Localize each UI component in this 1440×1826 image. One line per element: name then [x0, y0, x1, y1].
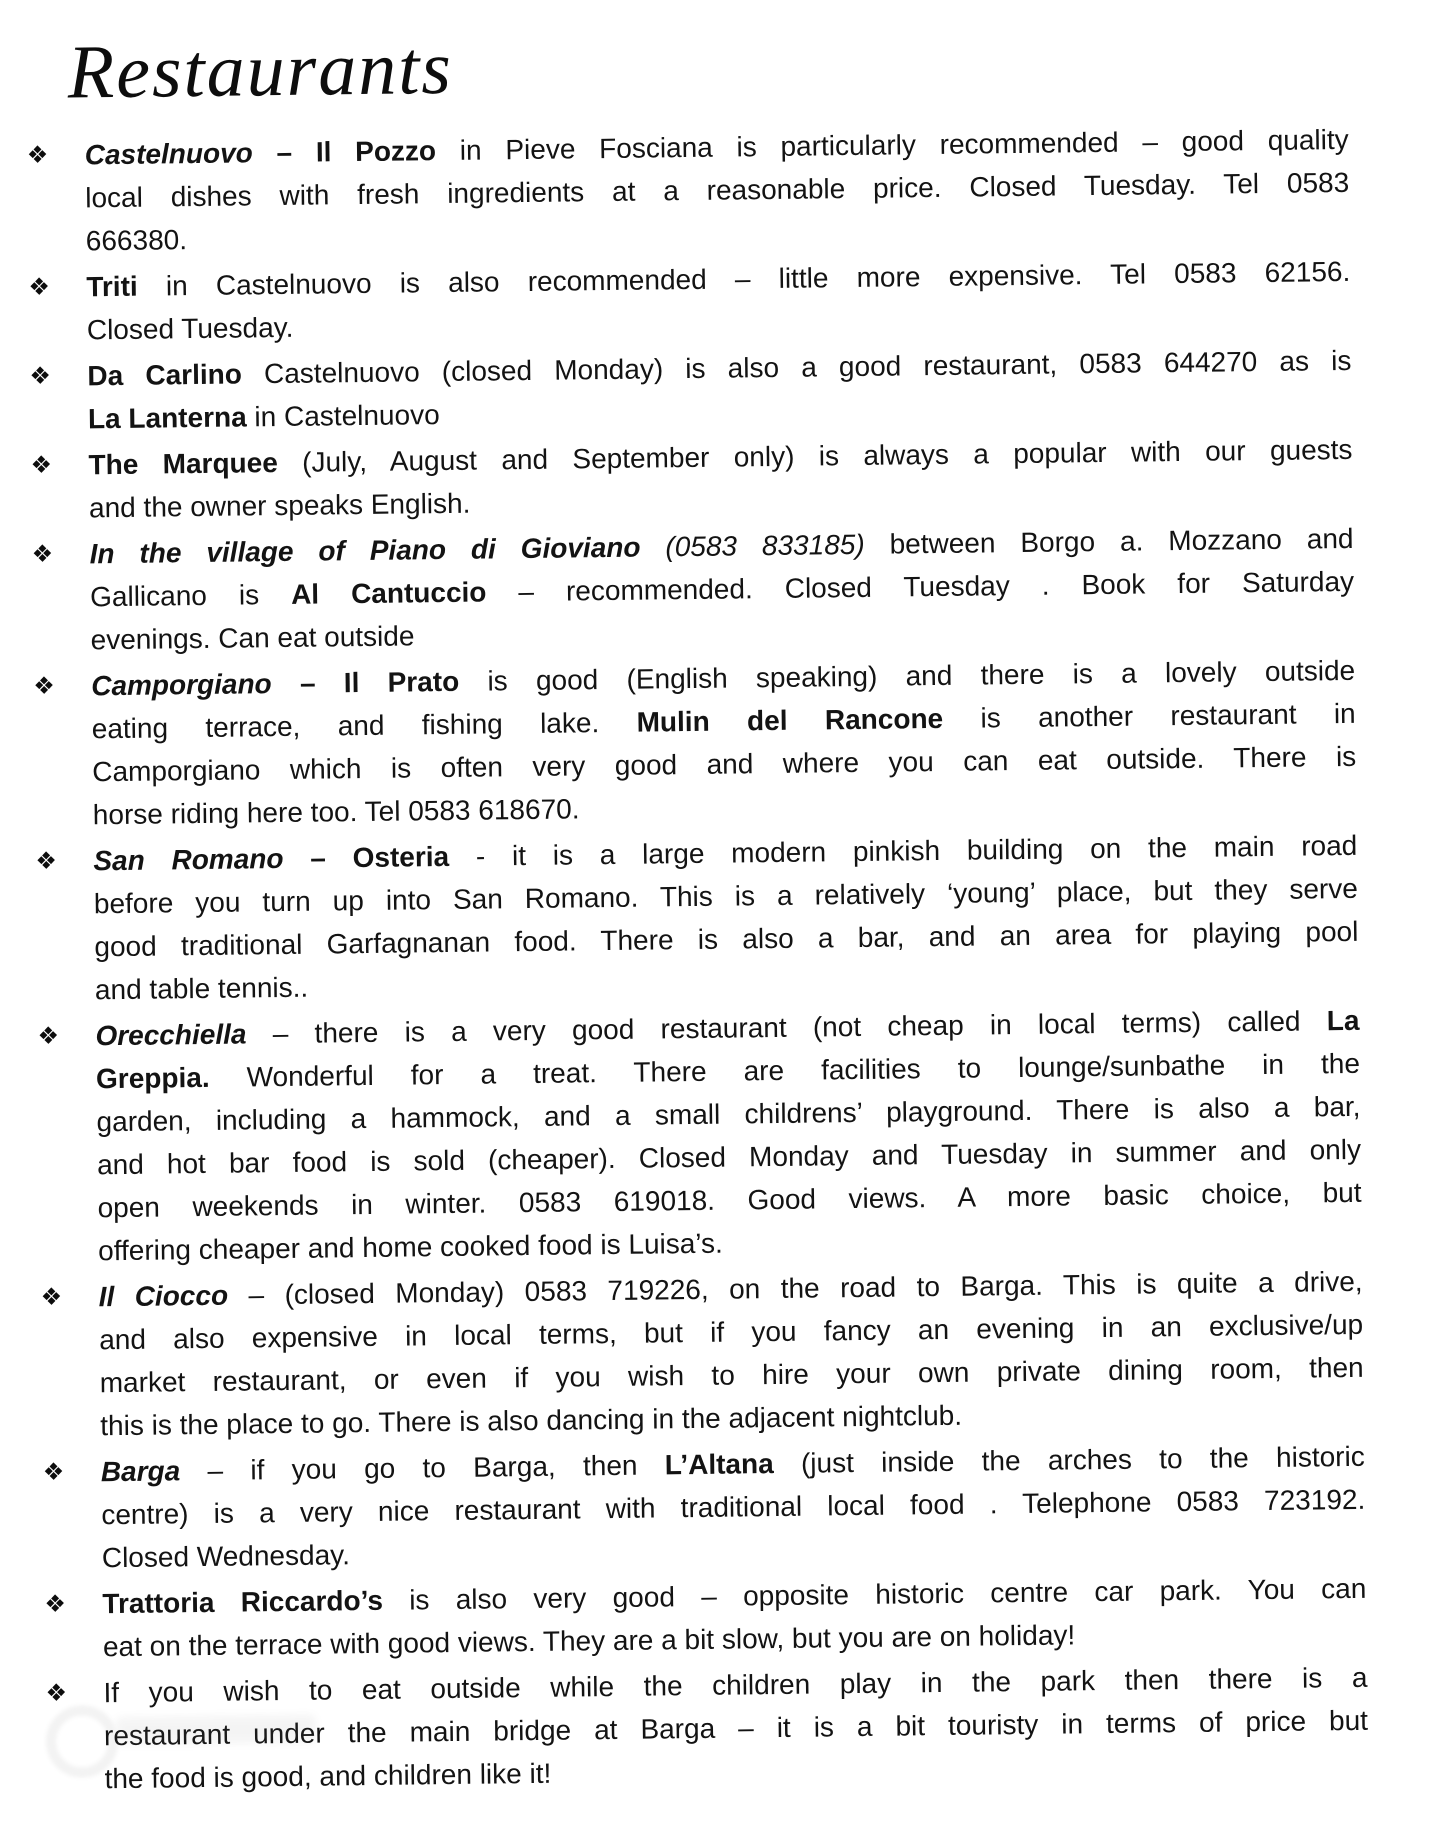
- item-text: [103, 1656, 1368, 1800]
- text-segment: is good (English speaking) and there is a lovely outside: [459, 654, 1356, 697]
- text-segment: – recommended. Closed Tuesday . Book for Saturday: [486, 565, 1355, 608]
- item-text: [88, 428, 1353, 529]
- text-segment: restaurant under the main bridge at Barga – it is a bit touristy in terms of price but: [103, 1704, 1369, 1752]
- list-item: [44, 1567, 1367, 1669]
- text-segment: in Castelnuovo: [246, 398, 440, 433]
- item-text: [84, 118, 1349, 262]
- text-segment: offering cheaper and home cooked food is Luisa’s.: [97, 1227, 724, 1267]
- page-title: Restaurants: [67, 25, 454, 115]
- text-segment: this is the place to go. There is also dancing in the adjacent nightclub.: [100, 1399, 963, 1442]
- text-segment: and the owner speaks English.: [88, 487, 471, 524]
- list-item: [28, 250, 1351, 352]
- text-segment: San Romano: [93, 842, 284, 877]
- item-text: [102, 1567, 1367, 1668]
- text-segment: and table tennis..: [94, 971, 309, 1006]
- list-item: [31, 517, 1354, 662]
- bullet-diamond-icon: ❖: [37, 1021, 60, 1050]
- list-item: [30, 428, 1353, 530]
- bullet-diamond-icon: ❖: [31, 539, 54, 568]
- item-text: [98, 1260, 1364, 1447]
- text-segment: Il Ciocco: [98, 1279, 229, 1313]
- text-segment: – Il Prato: [271, 665, 460, 699]
- item-text: [91, 649, 1357, 836]
- item-text: [87, 339, 1352, 440]
- item-text: [86, 250, 1351, 351]
- text-segment: and hot bar food is sold (cheaper). Closed Monday and Tuesday in summer and only: [96, 1133, 1362, 1181]
- text-segment: garden, including a hammock, and a small childrens’ playground. There is also a bar,: [96, 1090, 1361, 1138]
- bullet-diamond-icon: ❖: [29, 361, 52, 390]
- text-segment: Al Cantuccio: [290, 576, 487, 610]
- item-text: [89, 517, 1354, 661]
- text-segment: – there is a very good restaurant (not cheap in local terms) called: [246, 1005, 1327, 1050]
- bullet-diamond-icon: ❖: [28, 272, 51, 301]
- text-segment: – (closed Monday) 0583 719226, on the road to Barga. This is quite a drive,: [227, 1265, 1363, 1311]
- bullet-diamond-icon: ❖: [42, 1457, 65, 1486]
- text-segment: evenings. Can eat outside: [90, 620, 415, 656]
- text-segment: (0583 833185): [640, 528, 865, 563]
- list-item: [29, 339, 1352, 441]
- text-segment: local dishes with fresh ingredients at a reasonable price. Closed Tuesday. Tel 0583: [85, 166, 1350, 214]
- text-segment: in Castelnuovo is also recommended – little more expensive. Tel 0583 62156.: [137, 255, 1351, 302]
- text-segment: Orecchiella: [95, 1018, 247, 1052]
- text-segment: – if you go to Barga, then: [180, 1449, 665, 1487]
- list-item: [35, 824, 1359, 1012]
- item-text: [93, 824, 1359, 1011]
- list-item: [37, 999, 1362, 1273]
- text-segment: Closed Tuesday.: [86, 311, 294, 346]
- bullet-diamond-icon: ❖: [45, 1678, 68, 1707]
- text-segment: La: [1326, 1004, 1360, 1037]
- bullet-diamond-icon: ❖: [40, 1282, 63, 1311]
- text-segment: – Osteria: [283, 840, 450, 874]
- text-segment: eating terrace, and fishing lake.: [91, 706, 637, 745]
- text-segment: Triti: [86, 270, 138, 303]
- text-segment: (July, August and September only) is always a popular with our guests: [277, 433, 1353, 478]
- text-segment: In the village of Piano di Gioviano: [89, 531, 641, 570]
- text-segment: - it is a large modern pinkish building on the main road: [448, 829, 1358, 872]
- text-segment: (just inside the arches to the historic: [773, 1440, 1365, 1479]
- bullet-diamond-icon: ❖: [35, 846, 58, 875]
- restaurant-list: [0, 118, 1369, 1801]
- text-segment: is also very good – opposite historic centre car park. You can: [382, 1572, 1367, 1616]
- text-segment: – Il Pozzo: [276, 134, 437, 168]
- text-segment: Barga: [100, 1455, 181, 1488]
- text-segment: L’Altana: [664, 1447, 774, 1481]
- text-segment: eat on the terrace with good views. They are a bit slow, but you are on holiday!: [102, 1619, 1076, 1663]
- text-segment: Greppia.: [95, 1061, 210, 1095]
- list-item: [45, 1656, 1368, 1801]
- text-segment: market restaurant, or even if you wish to hire your own private dining room, then: [99, 1351, 1364, 1399]
- text-segment: Gallicano is: [89, 578, 292, 613]
- text-segment: the food is good, and children like it!: [104, 1757, 552, 1795]
- text-segment: 666380.: [85, 223, 188, 257]
- text-segment: Camporgiano: [91, 667, 272, 702]
- text-segment: Closed Wednesday.: [101, 1539, 351, 1574]
- bullet-diamond-icon: ❖: [30, 450, 53, 479]
- text-segment: good traditional Garfagnanan food. There is also a bar, and an area for playing pool: [94, 915, 1359, 963]
- text-segment: before you turn up into San Romano. This is a relatively ‘young’ place, but they serve: [93, 872, 1358, 920]
- text-segment: Mulin del Rancone: [636, 702, 944, 738]
- text-segment: centre) is a very nice restaurant with traditional local food . Telephone 0583 723192.: [101, 1483, 1366, 1531]
- text-segment: If you wish to eat outside while the children play in the park then there is a: [103, 1661, 1368, 1709]
- list-item: [43, 1435, 1366, 1580]
- bullet-diamond-icon: ❖: [33, 671, 55, 700]
- list-item: [40, 1260, 1364, 1448]
- text-segment: horse riding here too. Tel 0583 618670.: [92, 793, 580, 831]
- text-segment: La Lanterna: [87, 401, 247, 435]
- text-segment: open weekends in winter. 0583 619018. Good views. A more basic choice, but: [97, 1176, 1362, 1224]
- text-segment: Castelnuovo: [84, 136, 277, 171]
- text-segment: and also expensive in local terms, but if you fancy an evening in an exclusive/up: [99, 1308, 1364, 1356]
- list-item: [26, 118, 1349, 263]
- item-text: [95, 999, 1362, 1272]
- bullet-diamond-icon: ❖: [26, 140, 49, 169]
- bullet-diamond-icon: ❖: [44, 1589, 67, 1618]
- text-segment: Trattoria Riccardo’s: [102, 1584, 384, 1620]
- text-segment: in Pieve Fosciana is particularly recommended – good quality: [435, 123, 1349, 166]
- item-text: [101, 1435, 1366, 1579]
- text-segment: Da Carlino: [87, 358, 243, 392]
- text-segment: Camporgiano which is often very good and where you can eat outside. There is: [92, 740, 1357, 788]
- text-segment: between Borgo a. Mozzano and: [864, 522, 1354, 560]
- text-segment: The Marquee: [88, 446, 278, 481]
- list-item: [33, 649, 1357, 837]
- text-segment: Castelnuovo (closed Monday) is also a good restaurant, 0583 644270 as is: [241, 344, 1352, 390]
- text-segment: Wonderful for a treat. There are facilities to lounge/sunbathe in the: [209, 1047, 1361, 1093]
- text-segment: is another restaurant in: [942, 697, 1356, 734]
